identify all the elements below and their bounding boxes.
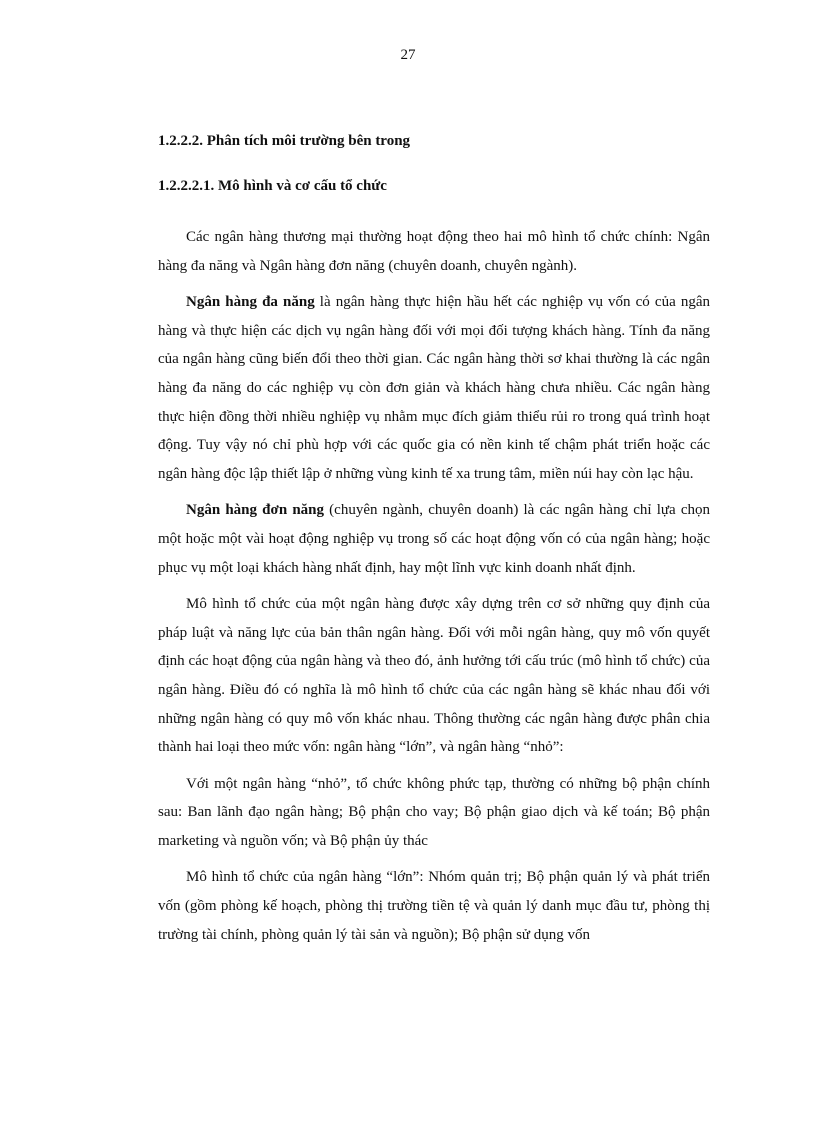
paragraph-universal-bank-text: là ngân hàng thực hiện hầu hết các nghiệp vụ vốn có của ngân hàng và thực hiện các dịch vụ ngân hàng đối với mọi đối tượng khách hàng. Tính đa năng của ngân hàng cũng biến đổi theo thời gian. Các ngân hàng thời sơ khai thường là các ngân hàng đa năng do các nghiệp vụ còn đơn giản và khách hàng chưa nhiều. Các ngân hàng thực hiện đồng thời nhiều nghiệp vụ nhằm mục đích giảm thiểu rủi ro trong quá trình hoạt động. Tuy vậy nó chỉ phù hợp với các quốc gia có nền kinh tế chậm phát triển hoặc các ngân hàng độc lập thiết lập ở những vùng kinh tế xa trung tâm, miền núi hay còn lạc hậu. bbox=[158, 294, 710, 482]
paragraph-specialized-bank-text: (chuyên ngành, chuyên doanh) là các ngân hàng chỉ lựa chọn một hoặc một vài hoạt động nghiệp vụ trong số các hoạt động vốn có của ngân hàng; hoặc phục vụ một loại khách hàng nhất định, hay một lĩnh vực kinh doanh nhất định. bbox=[158, 502, 710, 576]
term-specialized-bank: Ngân hàng đơn năng bbox=[186, 502, 325, 519]
paragraph-organization-model: Mô hình tổ chức của một ngân hàng được xây dựng trên cơ sở những quy định của pháp luật và năng lực của bản thân ngân hàng. Đối với mỗi ngân hàng, quy mô vốn quyết định các hoạt động của ngân hàng và theo đó, ảnh hưởng tới cấu trúc (mô hình tổ chức) của ngân hàng. Điều đó có nghĩa là mô hình tổ chức của các ngân hàng sẽ khác nhau đối với những ngân hàng có quy mô vốn khác nhau. Thông thường các ngân hàng được phân chia thành hai loại theo mức vốn: ngân hàng “lớn”, và ngân hàng “nhỏ”: bbox=[158, 596, 710, 756]
term-universal-bank: Ngân hàng đa năng bbox=[186, 294, 315, 311]
paragraph-specialized-bank bbox=[158, 496, 710, 582]
body-text bbox=[158, 223, 710, 957]
paragraph-intro: Các ngân hàng thương mại thường hoạt động theo hai mô hình tổ chức chính: Ngân hàng đa năng và Ngân hàng đơn năng (chuyên doanh, chuyên ngành). bbox=[158, 229, 710, 274]
subsection-heading: 1.2.2.2.1. Mô hình và cơ cấu tổ chức bbox=[158, 178, 387, 194]
paragraph-small-bank: Với một ngân hàng “nhỏ”, tổ chức không phức tạp, thường có những bộ phận chính sau: Ban lãnh đạo ngân hàng; Bộ phận cho vay; Bộ phận giao dịch và kế toán; Bộ phận marketing và nguồn vốn; và Bộ phận ủy thác bbox=[158, 775, 710, 849]
paragraph-large-bank: Mô hình tổ chức của ngân hàng “lớn”: Nhóm quản trị; Bộ phận quản lý và phát triển vốn (gồm phòng kế hoạch, phòng thị trường tiền tệ và quản lý danh mục đầu tư, phòng thị trường tài chính, phòng quản lý tài sản và nguồn); Bộ phận sử dụng vốn bbox=[158, 869, 710, 943]
section-heading: 1.2.2.2. Phân tích môi trường bên trong bbox=[158, 133, 411, 149]
paragraph-universal-bank bbox=[158, 288, 710, 488]
page-number: 27 bbox=[400, 47, 416, 63]
